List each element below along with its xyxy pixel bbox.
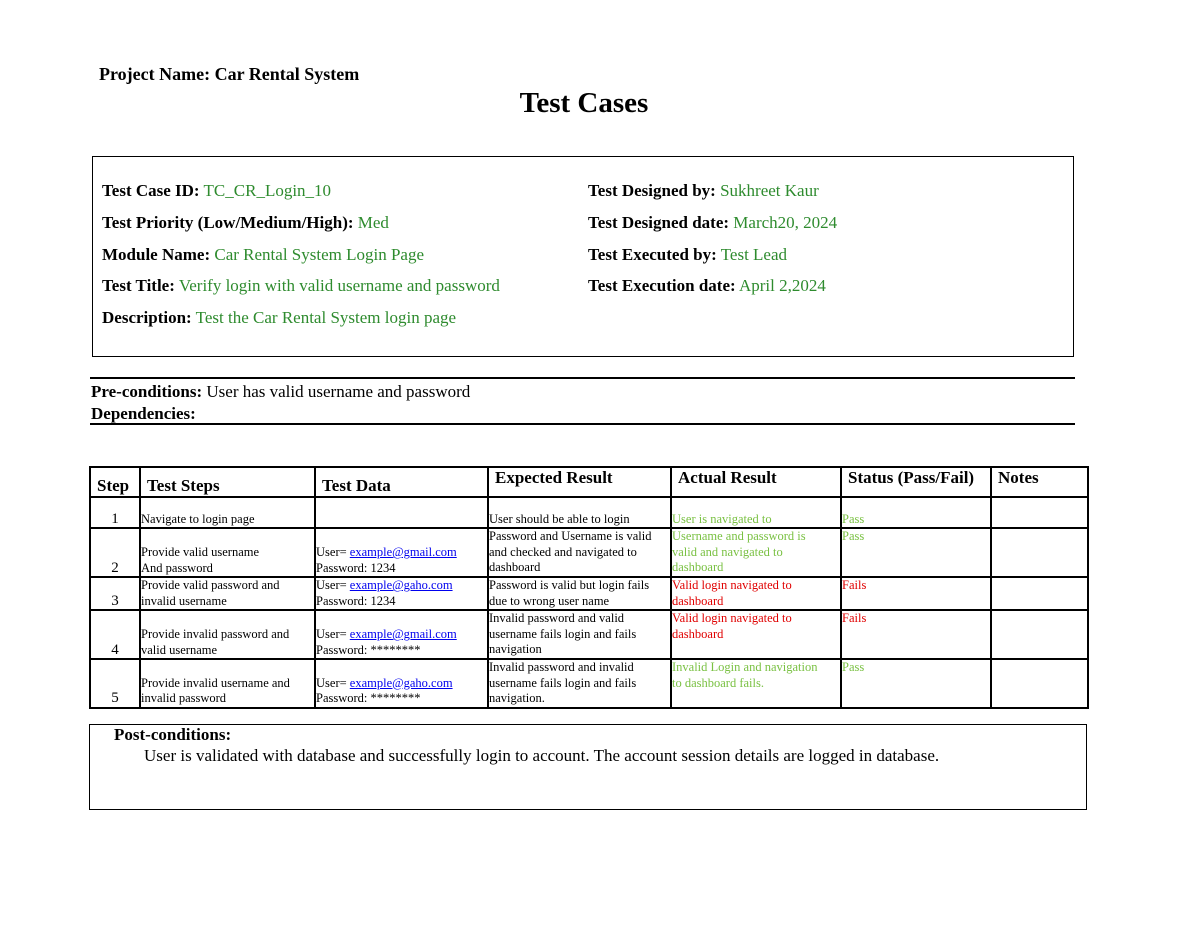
table-row bbox=[90, 528, 1088, 577]
header-expected-result: Expected Result bbox=[488, 467, 671, 497]
postconditions-label: Post-conditions: bbox=[114, 725, 232, 744]
module-name-value: Car Rental System Login Page bbox=[214, 245, 425, 264]
header-test-steps: Test Steps bbox=[140, 467, 315, 497]
dependencies-row bbox=[91, 404, 196, 424]
header-step: Step bbox=[90, 467, 140, 497]
status-cell: Fails bbox=[841, 610, 991, 659]
test-data-cell: User= example@gaho.com Password: ******** bbox=[315, 659, 488, 708]
test-title-row bbox=[102, 276, 500, 296]
status-cell: Fails bbox=[841, 577, 991, 610]
postconditions-text: User is validated with database and successfully login to account. The account session details are logged in database. bbox=[144, 746, 940, 765]
test-steps-table bbox=[89, 466, 1089, 709]
notes-cell bbox=[991, 610, 1088, 659]
preconditions-row bbox=[91, 382, 470, 402]
test-priority-row bbox=[102, 213, 389, 233]
test-steps-cell: Navigate to login page bbox=[140, 497, 315, 528]
expected-result-cell: Password and Username is valid and checked and navigated to dashboard bbox=[488, 528, 671, 577]
header-test-data: Test Data bbox=[315, 467, 488, 497]
header-notes: Notes bbox=[991, 467, 1088, 497]
description-label: Description: bbox=[102, 308, 192, 327]
actual-result-cell: Valid login navigated to dashboard bbox=[671, 610, 841, 659]
designed-date-label: Test Designed date: bbox=[588, 213, 730, 232]
execution-date-row bbox=[588, 276, 826, 296]
expected-result-cell: User should be able to login bbox=[488, 497, 671, 528]
actual-result-cell: Invalid Login and navigation to dashboard fails. bbox=[671, 659, 841, 708]
designed-date-value: March20, 2024 bbox=[733, 213, 838, 232]
step-number: 5 bbox=[90, 659, 140, 708]
executed-by-value: Test Lead bbox=[720, 245, 788, 264]
expected-result-cell: Password is valid but login fails due to wrong user name bbox=[488, 577, 671, 610]
test-data-cell: User= example@gaho.com Password: 1234 bbox=[315, 577, 488, 610]
email-link[interactable]: example@gmail.com bbox=[349, 545, 457, 559]
header-status: Status (Pass/Fail) bbox=[841, 467, 991, 497]
postconditions-box bbox=[89, 724, 1087, 810]
page-title: Test Cases bbox=[519, 87, 649, 119]
module-name-label: Module Name: bbox=[102, 245, 211, 264]
test-title-value: Verify login with valid username and password bbox=[178, 276, 500, 295]
step-number: 4 bbox=[90, 610, 140, 659]
test-data-cell: User= example@gmail.com Password: 1234 bbox=[315, 528, 488, 577]
email-link[interactable]: example@gmail.com bbox=[349, 627, 457, 641]
execution-date-value: April 2,2024 bbox=[738, 276, 826, 295]
execution-date-label: Test Execution date: bbox=[588, 276, 736, 295]
preconditions-box bbox=[90, 377, 1075, 425]
test-steps-cell: Provide valid password and invalid username bbox=[140, 577, 315, 610]
email-link[interactable]: example@gaho.com bbox=[349, 578, 453, 592]
email-link[interactable]: example@gaho.com bbox=[349, 675, 453, 690]
description-value: Test the Car Rental System login page bbox=[195, 308, 457, 327]
step-number: 2 bbox=[90, 528, 140, 577]
step-number: 1 bbox=[90, 497, 140, 528]
description-row bbox=[102, 308, 456, 328]
notes-cell bbox=[991, 659, 1088, 708]
test-steps-cell: Provide valid username And password bbox=[140, 528, 315, 577]
test-case-id-row bbox=[102, 181, 331, 201]
test-case-id-label: Test Case ID: bbox=[102, 181, 200, 200]
actual-result-cell: User is navigated to bbox=[671, 497, 841, 528]
header-actual-result: Actual Result bbox=[671, 467, 841, 497]
notes-cell bbox=[991, 497, 1088, 528]
table-row bbox=[90, 497, 1088, 528]
dependencies-label: Dependencies: bbox=[91, 404, 196, 423]
executed-by-label: Test Executed by: bbox=[588, 245, 717, 264]
table-row bbox=[90, 659, 1088, 708]
expected-result-cell: Invalid password and invalid username fails login and fails navigation. bbox=[488, 659, 671, 708]
status-cell: Pass bbox=[841, 659, 991, 708]
designed-by-value: Sukhreet Kaur bbox=[720, 181, 819, 200]
notes-cell bbox=[991, 528, 1088, 577]
test-steps-cell: Provide invalid password and valid username bbox=[140, 610, 315, 659]
table-row bbox=[90, 610, 1088, 659]
preconditions-value: User has valid username and password bbox=[206, 382, 471, 401]
step-number: 3 bbox=[90, 577, 140, 610]
test-priority-value: Med bbox=[357, 213, 389, 232]
test-priority-label: Test Priority (Low/Medium/High): bbox=[102, 213, 354, 232]
table-header-row bbox=[90, 467, 1088, 497]
expected-result-cell: Invalid password and valid username fails login and fails navigation bbox=[488, 610, 671, 659]
test-data-cell: User= example@gmail.com Password: ******** bbox=[315, 610, 488, 659]
test-steps-cell: Provide invalid username and invalid password bbox=[140, 659, 315, 708]
actual-result-cell: Username and password is valid and navigated to dashboard bbox=[671, 528, 841, 577]
designed-by-label: Test Designed by: bbox=[588, 181, 716, 200]
actual-result-cell: Valid login navigated to dashboard bbox=[671, 577, 841, 610]
test-title-label: Test Title: bbox=[102, 276, 175, 295]
test-case-id-value: TC_CR_Login_10 bbox=[203, 181, 332, 200]
module-name-row bbox=[102, 245, 424, 265]
test-case-info-box bbox=[92, 156, 1074, 357]
preconditions-label: Pre-conditions: bbox=[91, 382, 203, 401]
designed-date-row bbox=[588, 213, 837, 233]
executed-by-row bbox=[588, 245, 787, 265]
project-name: Project Name: Car Rental System bbox=[99, 64, 360, 84]
table-row bbox=[90, 577, 1088, 610]
test-data-cell bbox=[315, 497, 488, 528]
designed-by-row bbox=[588, 181, 819, 201]
notes-cell bbox=[991, 577, 1088, 610]
status-cell: Pass bbox=[841, 497, 991, 528]
status-cell: Pass bbox=[841, 528, 991, 577]
